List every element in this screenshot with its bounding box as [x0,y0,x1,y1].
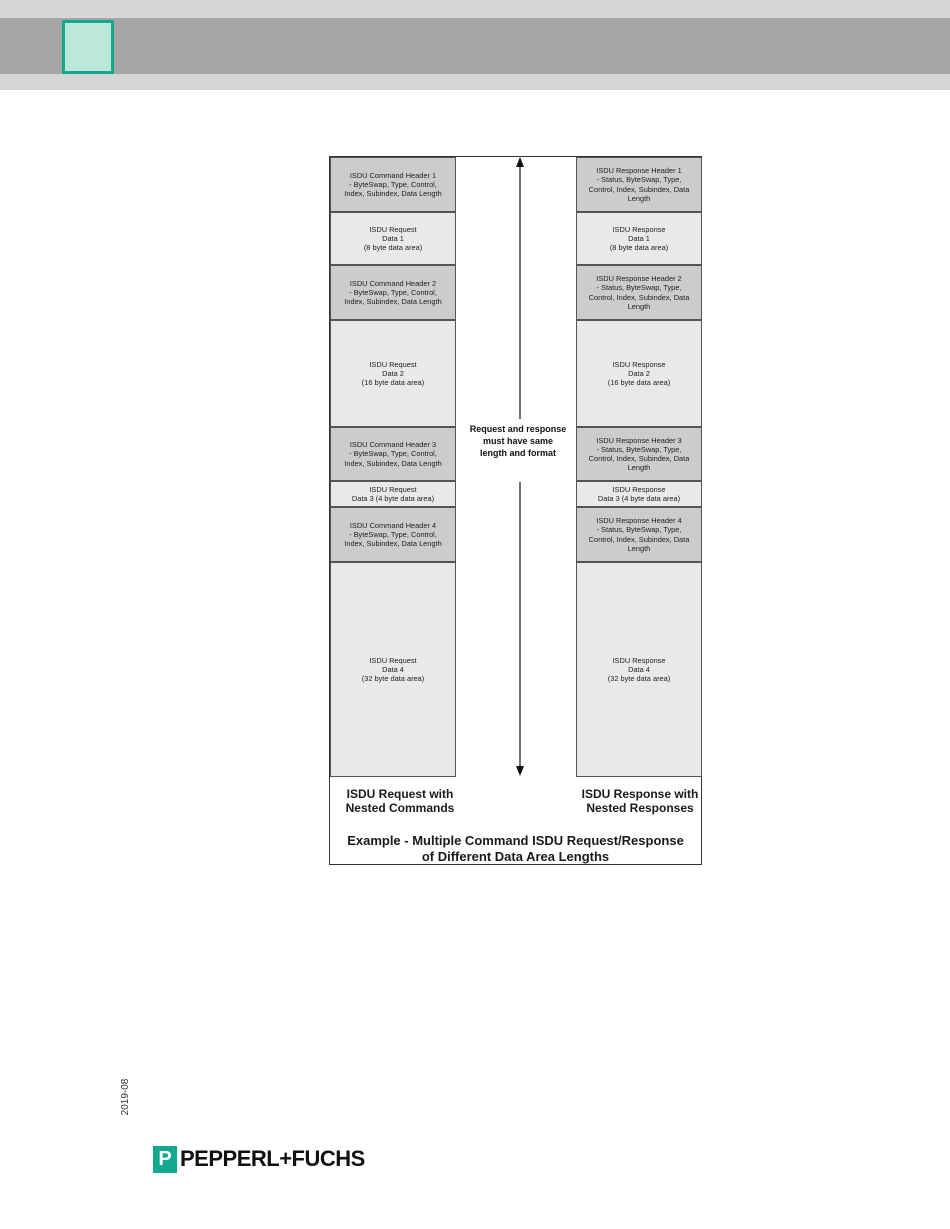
response-data-block [576,562,702,777]
request-data-block [330,212,456,265]
request-data-block [330,562,456,777]
block-line: ISDU Response Header 2 [596,274,682,284]
block-line: - ByteSwap, Type, Control, [349,529,437,539]
response-caption [570,787,710,815]
figure-title-line: of Different Data Area Lengths [421,849,610,864]
block-line: Index, Subindex, Data Length [344,189,442,199]
request-header-block [330,507,456,562]
block-line: - ByteSwap, Type, Control, [349,287,437,297]
isdu-figure [329,156,702,865]
header-band-bottom [0,74,950,90]
block-line: ISDU Response [612,359,666,369]
response-data-block [576,320,702,427]
block-line: - Status, ByteSwap, Type, [596,525,682,535]
block-line: (8 byte data area) [609,243,669,253]
center-note-line: Request and response [469,424,567,434]
center-note-line: must have same [482,436,554,446]
block-line: Control, Index, Subindex, Data [588,292,690,302]
date-code: 2019-08 [120,1078,131,1116]
figure-title-line: Example - Multiple Command ISDU Request/Response [347,833,684,848]
logo-mark-icon: P [153,1146,177,1173]
block-line: ISDU Response [612,484,666,494]
block-line: (16 byte data area) [607,378,671,388]
arrow-head-down [516,766,524,776]
block-line: Control, Index, Subindex, Data [588,534,690,544]
request-caption [330,787,470,815]
block-line: Control, Index, Subindex, Data [588,454,690,463]
block-line: Data 3 (4 byte data area) [597,494,681,503]
double-arrow [510,157,530,782]
block-line: ISDU Response Header 1 [596,166,682,176]
block-line: Length [627,193,651,203]
block-line: Length [627,301,651,311]
block-line: Data 4 [628,664,650,674]
block-line: ISDU Request [369,484,417,494]
block-line: - ByteSwap, Type, Control, [349,449,437,459]
block-line: Length [627,463,651,473]
block-line: - ByteSwap, Type, Control, [349,179,437,189]
logo-text: PEPPERL+FUCHS [180,1146,365,1171]
block-line: ISDU Request [369,224,417,234]
caption-line: ISDU Request with [346,787,454,801]
block-line: ISDU Response [612,224,666,234]
block-line: ISDU Response Header 3 [596,435,682,445]
response-header-block [576,157,702,212]
block-line: Data 1 [628,233,650,243]
block-line: Control, Index, Subindex, Data [588,184,690,194]
request-data-block [330,320,456,427]
center-note-line: length and format [480,448,556,458]
request-header-block [330,427,456,481]
block-line: Data 1 [382,233,404,243]
arrow-head-up [516,157,524,167]
block-line: Length [627,543,651,553]
block-line: ISDU Request [369,655,417,665]
block-line: ISDU Response Header 4 [596,516,682,526]
figure-title [330,833,701,865]
response-data-block [576,212,702,265]
block-line: (32 byte data area) [361,674,425,684]
response-data-block [576,481,702,507]
block-line: Data 4 [382,664,404,674]
caption-line: ISDU Response with [581,787,699,801]
header-band-top [0,0,950,18]
caption-line: Nested Responses [586,801,694,815]
response-header-block [576,507,702,562]
response-header-block [576,265,702,320]
block-line: ISDU Command Header 2 [349,278,437,288]
request-header-block [330,265,456,320]
company-logo [153,1144,365,1174]
block-line: Data 2 [382,368,404,378]
block-line: ISDU Command Header 4 [349,520,437,530]
block-line: Data 3 (4 byte data area) [351,494,435,503]
block-line: (16 byte data area) [361,378,425,388]
block-line: (32 byte data area) [607,674,671,684]
block-line: Index, Subindex, Data Length [344,458,442,468]
block-line: ISDU Response [612,655,666,665]
block-line: Index, Subindex, Data Length [344,297,442,307]
request-data-block [330,481,456,507]
block-line: ISDU Command Header 3 [349,440,437,450]
caption-line: Nested Commands [345,801,455,815]
block-line: - Status, ByteSwap, Type, [596,283,682,293]
block-line: - Status, ByteSwap, Type, [596,444,682,454]
request-header-block [330,157,456,212]
block-line: (8 byte data area) [363,243,423,253]
header-band [0,18,950,74]
block-line: - Status, ByteSwap, Type, [596,175,682,185]
response-header-block [576,427,702,481]
block-line: ISDU Command Header 1 [349,170,437,180]
block-line: Index, Subindex, Data Length [344,539,442,549]
block-line: ISDU Request [369,359,417,369]
block-line: Data 2 [628,368,650,378]
center-note [460,423,576,459]
chapter-marker [62,20,114,74]
